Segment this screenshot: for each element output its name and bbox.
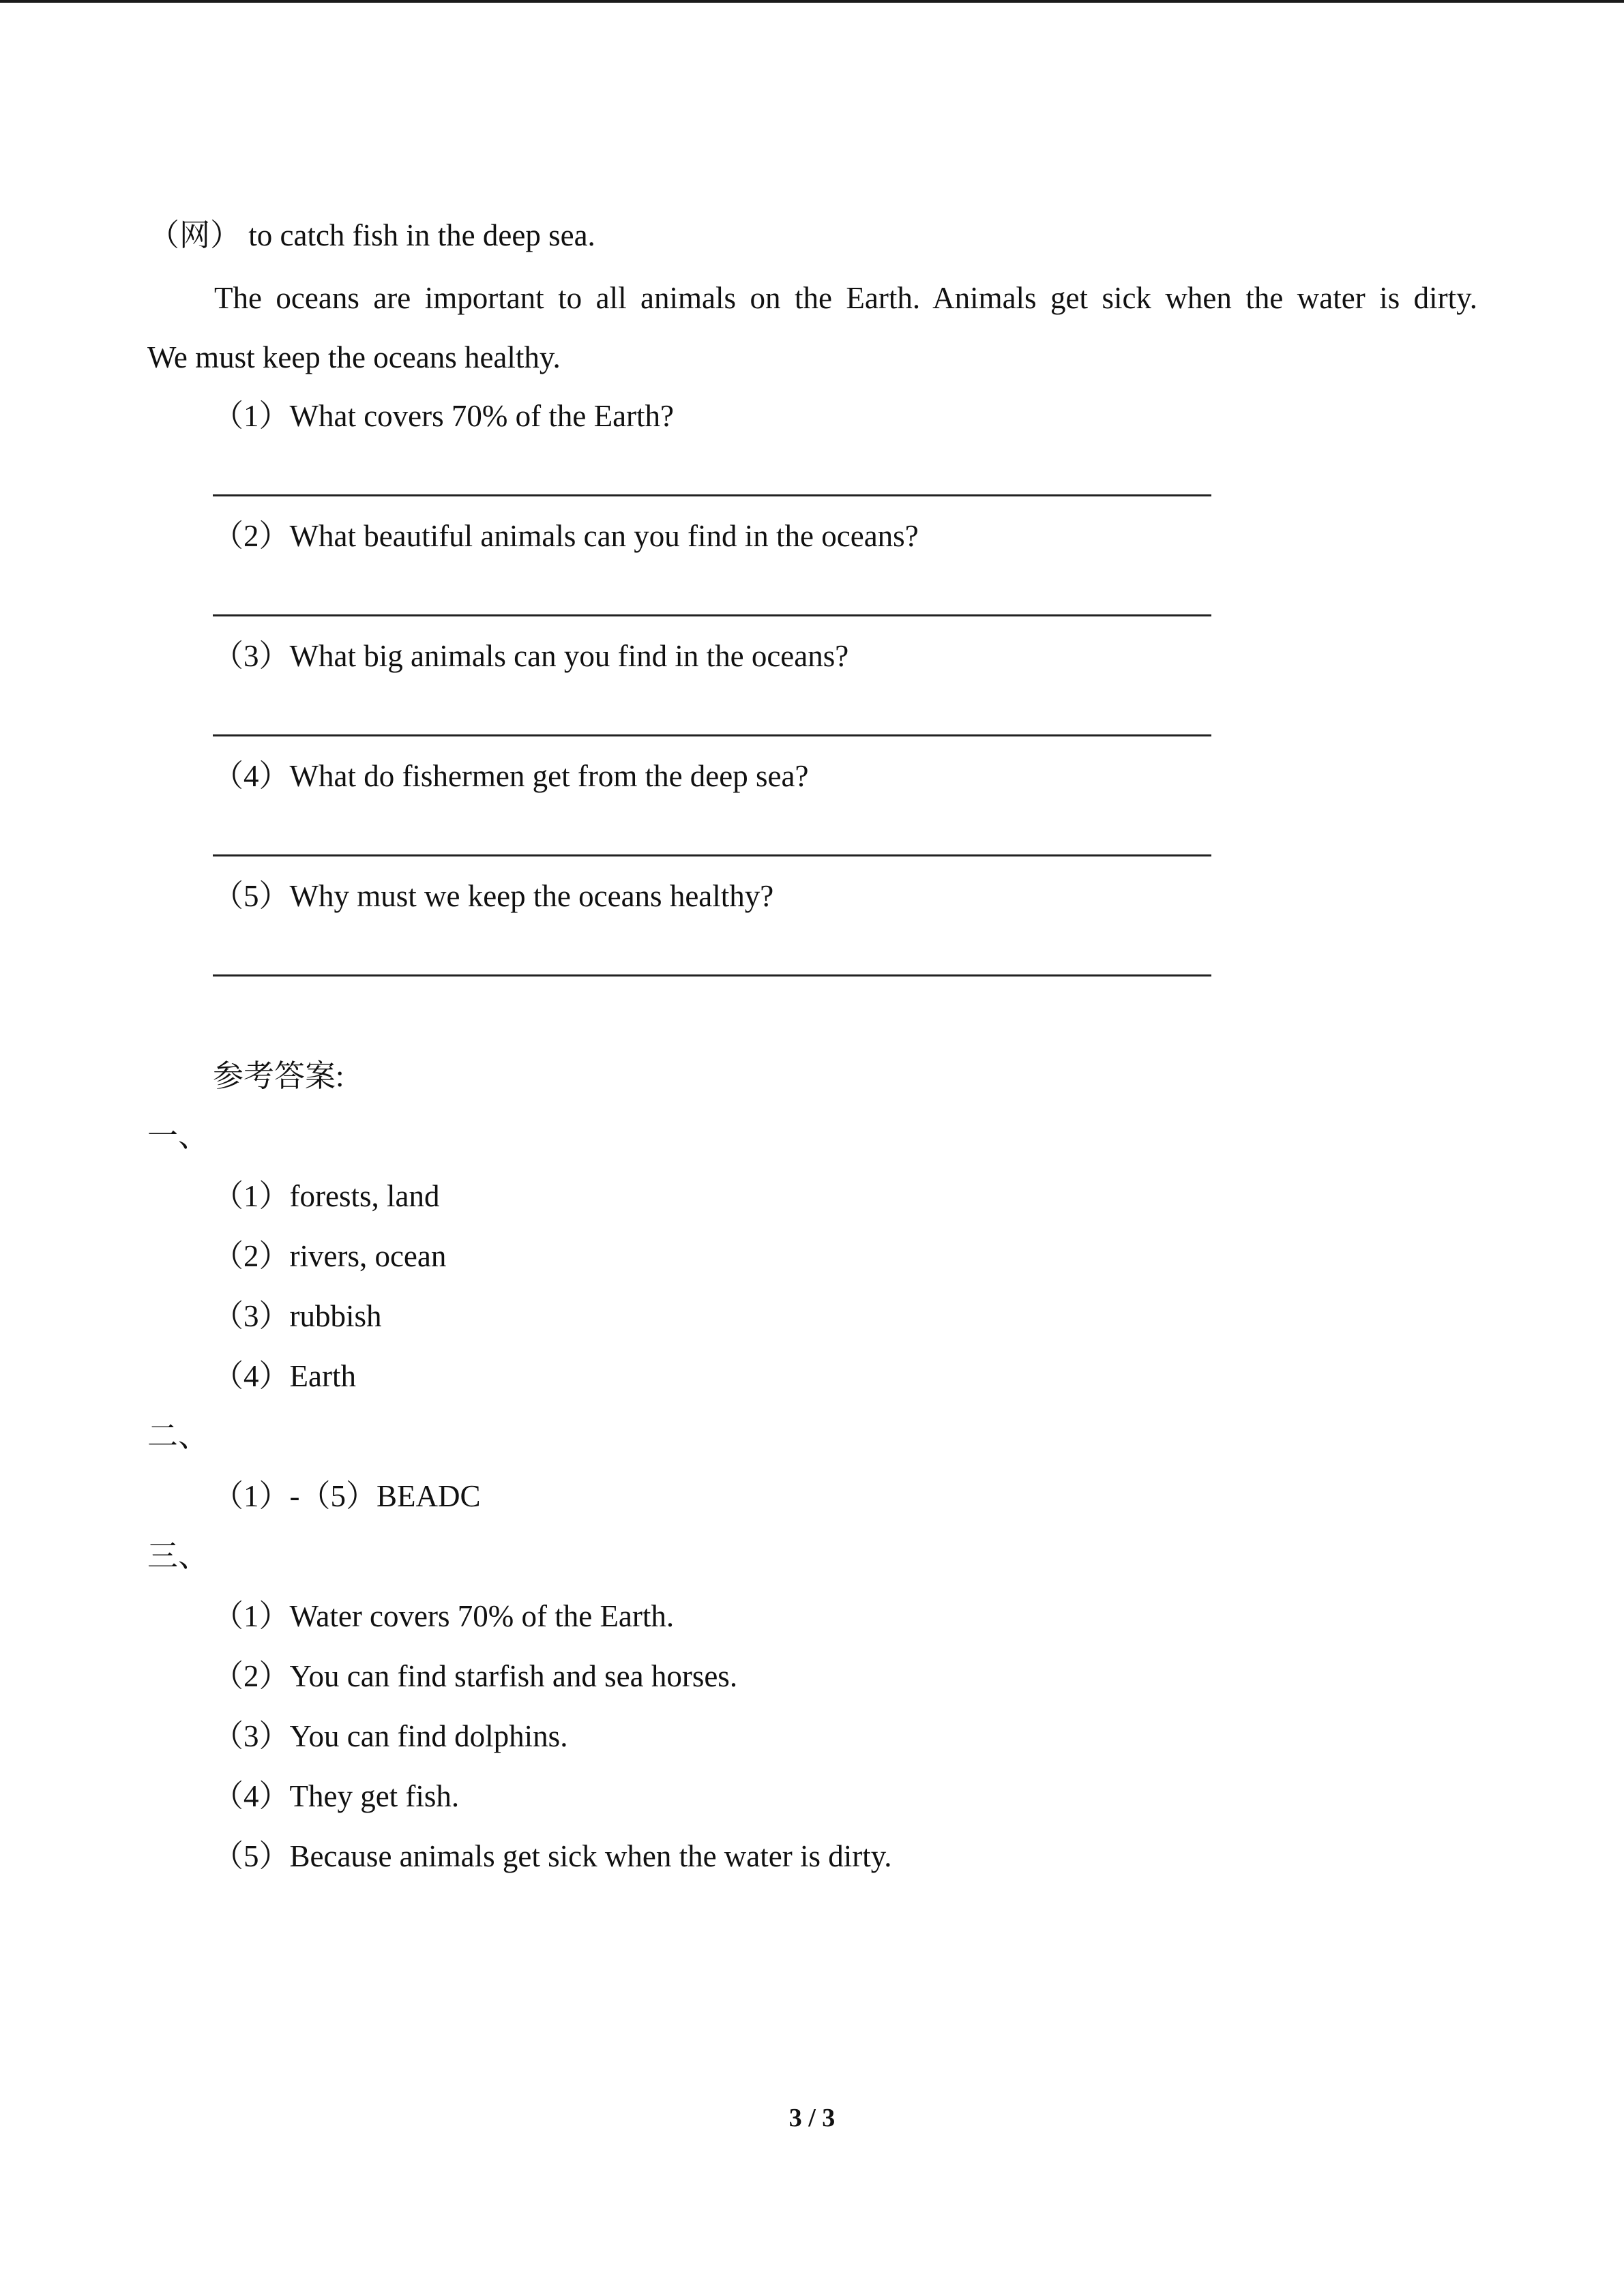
answer-3-3: （3）You can find dolphins.	[213, 1719, 568, 1753]
answer-line-2[interactable]	[213, 614, 1211, 616]
page-top-border	[0, 0, 1624, 3]
question-2: （2）What beautiful animals can you find in the oceans?	[213, 519, 919, 553]
answer-1-1: （1）forests, land	[213, 1179, 440, 1213]
answers-section-1-label: 一、	[147, 1119, 209, 1153]
answers-section-3-label: 三、	[147, 1539, 209, 1573]
question-3: （3）What big animals can you find in the oceans?	[213, 639, 849, 673]
answer-3-5: （5）Because animals get sick when the water is dirty.	[213, 1839, 892, 1873]
page-number: 3 / 3	[788, 2104, 836, 2132]
answers-heading: 参考答案:	[213, 1059, 344, 1093]
answer-3-4: （4）They get fish.	[213, 1779, 460, 1813]
answer-1-2: （2）rivers, ocean	[213, 1239, 447, 1273]
passage-paragraph-line-2: We must keep the oceans healthy.	[147, 340, 561, 374]
answer-line-1[interactable]	[213, 494, 1211, 496]
answer-3-2: （2）You can find starfish and sea horses.	[213, 1659, 738, 1693]
passage-paragraph-line-1: The oceans are important to all animals on the Earth. Animals get sick when the water is dirty.	[214, 281, 1477, 315]
answer-line-5[interactable]	[213, 974, 1211, 976]
answer-2-1: （1）-（5）BEADC	[213, 1479, 481, 1513]
question-1: （1）What covers 70% of the Earth?	[213, 399, 675, 433]
answer-1-3: （3）rubbish	[213, 1299, 382, 1333]
answer-line-3[interactable]	[213, 734, 1211, 736]
answer-1-4: （4）Earth	[213, 1359, 356, 1393]
passage-continuation: （网） to catch fish in the deep sea.	[149, 218, 595, 252]
answer-3-1: （1）Water covers 70% of the Earth.	[213, 1599, 675, 1633]
question-4: （4）What do fishermen get from the deep sea?	[213, 759, 809, 793]
question-5: （5）Why must we keep the oceans healthy?	[213, 879, 774, 913]
answers-section-2-label: 二、	[147, 1419, 209, 1453]
answer-line-4[interactable]	[213, 854, 1211, 856]
